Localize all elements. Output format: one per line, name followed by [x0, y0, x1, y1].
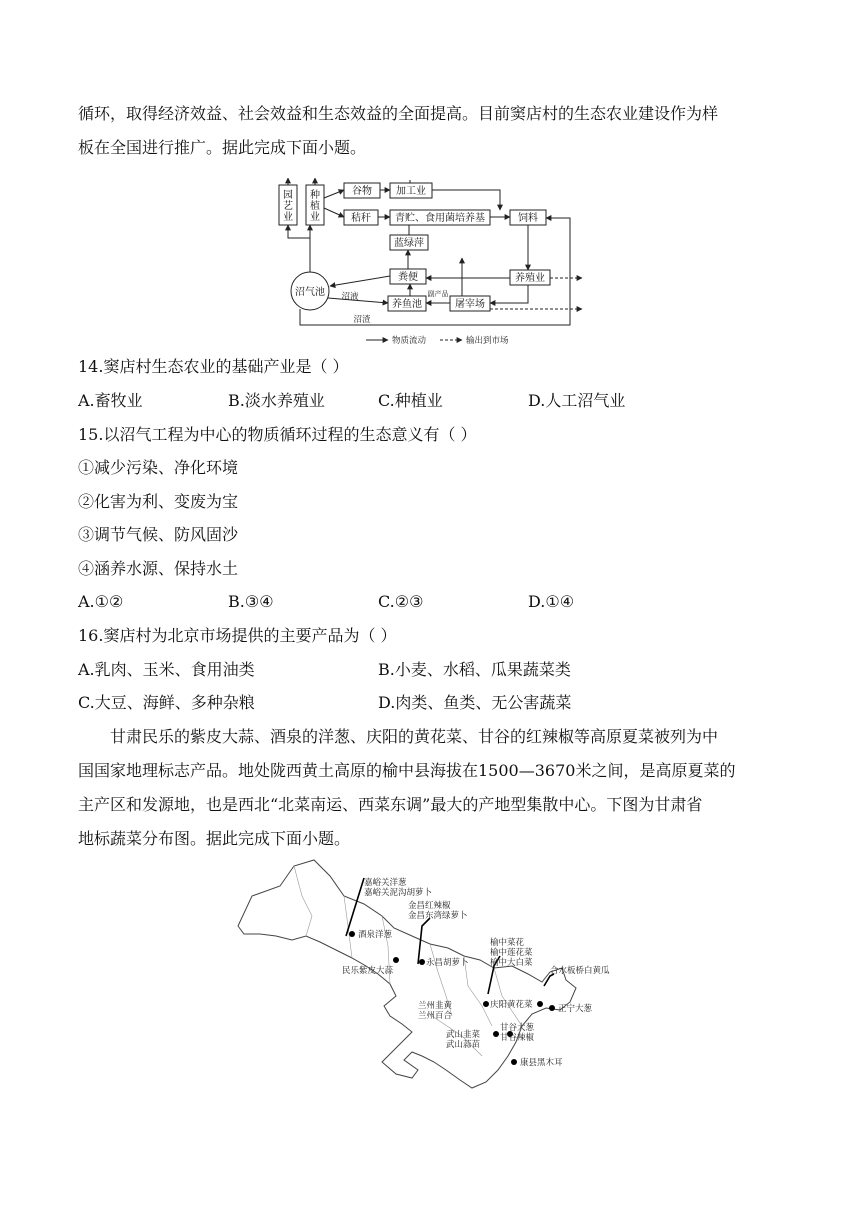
label-yongchang: 永昌胡萝卜 [426, 958, 469, 968]
label-gangu-1: 甘谷大葱 [500, 1023, 535, 1033]
svg-text:业: 业 [310, 212, 320, 223]
intro1-line2: 板在全国进行推广。据此完成下面小题。 [78, 138, 367, 157]
q15-option-b[interactable]: B.③④ [228, 592, 274, 611]
q16-option-a[interactable]: A.乳肉、玉米、食用油类 [78, 660, 255, 679]
label-jiayuguan-2: 嘉峪关泥沟胡萝卜 [364, 888, 433, 898]
box-tuzaichang: 屠宰场 [455, 299, 485, 310]
svg-text:植: 植 [310, 201, 320, 212]
q15-item-2: ②化害为利、变废为宝 [78, 492, 239, 511]
q14-option-d[interactable]: D.人工沼气业 [528, 391, 626, 410]
label-wushan-2: 武山蒜苗 [446, 1040, 481, 1050]
label-lanzhou-2: 兰州百合 [418, 1011, 453, 1021]
intro2-line2: 国国家地理标志产品。地处陇西黄土高原的榆中县海拔在1500—3670米之间，是高原夏菜的 [78, 761, 736, 780]
box-guwu: 谷物 [352, 186, 372, 197]
q15-stem: 15.以沼气工程为中心的物质循环过程的生态意义有（ ） [78, 425, 477, 444]
intro1-line1: 循环，取得经济效益、社会效益和生态效益的全面提高。目前窦店村的生态农业建设作为样 [78, 104, 719, 123]
box-yangzhi: 养殖业 [515, 273, 545, 284]
label-qingyang: 庆阳黄花菜 [490, 1000, 533, 1010]
label-jiuquan: 酒泉洋葱 [358, 930, 393, 940]
box-lanlvping: 蓝绿萍 [394, 238, 424, 249]
label-fuchanpin: 副产品 [427, 290, 449, 298]
label-yuzhong-3: 榆中大白菜 [490, 958, 533, 968]
label-gangu-2: 甘谷辣椒 [500, 1033, 535, 1043]
q16-stem: 16.窦店村为北京市场提供的主要产品为（ ） [78, 626, 397, 645]
eco-agriculture-diagram [270, 178, 590, 348]
q14-option-a[interactable]: A.畜牧业 [78, 391, 143, 410]
q15-option-a[interactable]: A.①② [78, 592, 124, 611]
legend-flow: 物质流动 [392, 336, 427, 346]
legend-market: 输出到市场 [466, 336, 509, 346]
label-yuzhong-2: 榆中莲花菜 [490, 948, 533, 958]
q15-item-1: ①减少污染、净化环境 [78, 458, 239, 477]
label-zhaoye: 沼液 [341, 292, 359, 302]
box-yuanyi-1: 园 [283, 190, 293, 201]
label-jinchang-2: 金昌东湾绿萝卜 [408, 911, 468, 921]
svg-text:艺: 艺 [283, 201, 293, 212]
box-yangyuchi: 养鱼池 [392, 299, 422, 310]
label-zhaozha: 沼渣 [353, 315, 371, 325]
box-zhongzhi: 种 [310, 190, 320, 201]
intro2-line1: 甘肃民乐的紫皮大蒜、酒泉的洋葱、庆阳的黄花菜、甘谷的红辣椒等高原夏菜被列为中 [110, 727, 719, 746]
q15-item-3: ③调节气候、防风固沙 [78, 525, 239, 544]
label-zhengning: 正宁大葱 [558, 1004, 593, 1014]
q16-option-b[interactable]: B.小麦、水稻、瓜果蔬菜类 [378, 660, 571, 679]
box-jiegan: 秸秆 [351, 213, 371, 224]
q14-option-b[interactable]: B.淡水养殖业 [228, 391, 325, 410]
box-siliao: 饲料 [518, 213, 538, 224]
intro2-line4: 地标蔬菜分布图。据此完成下面小题。 [78, 829, 351, 848]
label-jiayuguan-1: 嘉峪关洋葱 [364, 878, 407, 888]
box-qingzhu: 青贮、食用菌培养基 [395, 213, 485, 224]
q15-option-c[interactable]: C.②③ [378, 592, 424, 611]
label-yuzhong-1: 榆中菜花 [490, 938, 525, 948]
label-wushan-1: 武山韭菜 [446, 1030, 481, 1040]
q15-item-4: ④涵养水源、保持水土 [78, 559, 239, 578]
box-jiagong: 加工业 [396, 186, 426, 197]
label-jinchang-1: 金昌红辣椒 [408, 901, 451, 911]
gansu-vegetable-map [232, 856, 628, 1096]
q14-option-c[interactable]: C.种植业 [378, 391, 443, 410]
q16-option-c[interactable]: C.大豆、海鲜、多种杂粮 [78, 693, 255, 712]
q15-option-d[interactable]: D.①④ [528, 592, 575, 611]
q14-stem: 14.窦店村生态农业的基础产业是（ ） [78, 357, 349, 376]
label-lanzhou-1: 兰州韭黄 [418, 1001, 453, 1011]
intro2-line3: 主产区和发源地，也是西北“北菜南运、西菜东调”最大的产地型集散中心。下图为甘肃省 [78, 795, 703, 814]
q16-option-d[interactable]: D.肉类、鱼类、无公害蔬菜 [378, 693, 572, 712]
svg-text:业: 业 [283, 212, 293, 223]
box-fenbian: 粪便 [398, 272, 418, 283]
label-kangxian: 康县黑木耳 [520, 1058, 563, 1068]
label-heshui: 合水板桥白黄瓜 [550, 966, 610, 976]
box-zhaoqichi: 沼气池 [295, 287, 325, 298]
label-minle: 民乐紫皮大蒜 [342, 966, 394, 976]
